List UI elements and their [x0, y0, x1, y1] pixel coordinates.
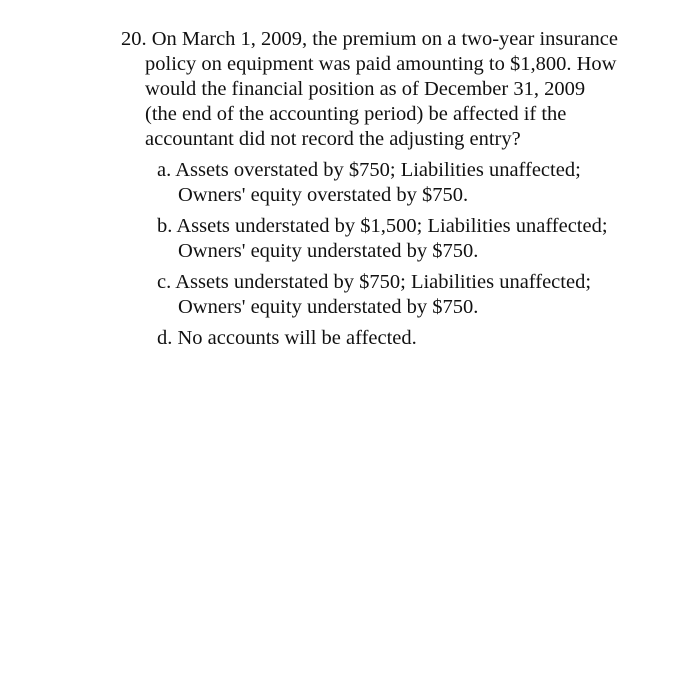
option-letter: c. [157, 271, 172, 293]
option-a[interactable] [157, 158, 621, 208]
option-b[interactable] [157, 214, 621, 264]
question-number: 20. [121, 28, 147, 50]
option-letter: b. [157, 215, 173, 237]
option-c[interactable] [157, 270, 621, 320]
option-letter: a. [157, 159, 172, 181]
option-text: Assets understated by $1,500; Liabilities unaffected; Owners' equity understated by $750. [176, 215, 608, 262]
question-text: On March 1, 2009, the premium on a two-year insurance policy on equipment was paid amounting to $1,800. How would the financial position as of December 31, 2009 (the end of the accounting period) be affected if the accountant did not record the adjusting entry? [145, 28, 618, 150]
question-block [121, 27, 621, 357]
option-text: Assets understated by $750; Liabilities unaffected; Owners' equity understated by $750. [175, 271, 592, 318]
answer-options [121, 158, 621, 351]
option-d[interactable] [157, 326, 621, 351]
option-letter: d. [157, 327, 173, 349]
question-stem [121, 27, 621, 152]
option-text: Assets overstated by $750; Liabilities unaffected; Owners' equity overstated by $750. [175, 159, 581, 206]
option-text: No accounts will be affected. [177, 327, 417, 349]
